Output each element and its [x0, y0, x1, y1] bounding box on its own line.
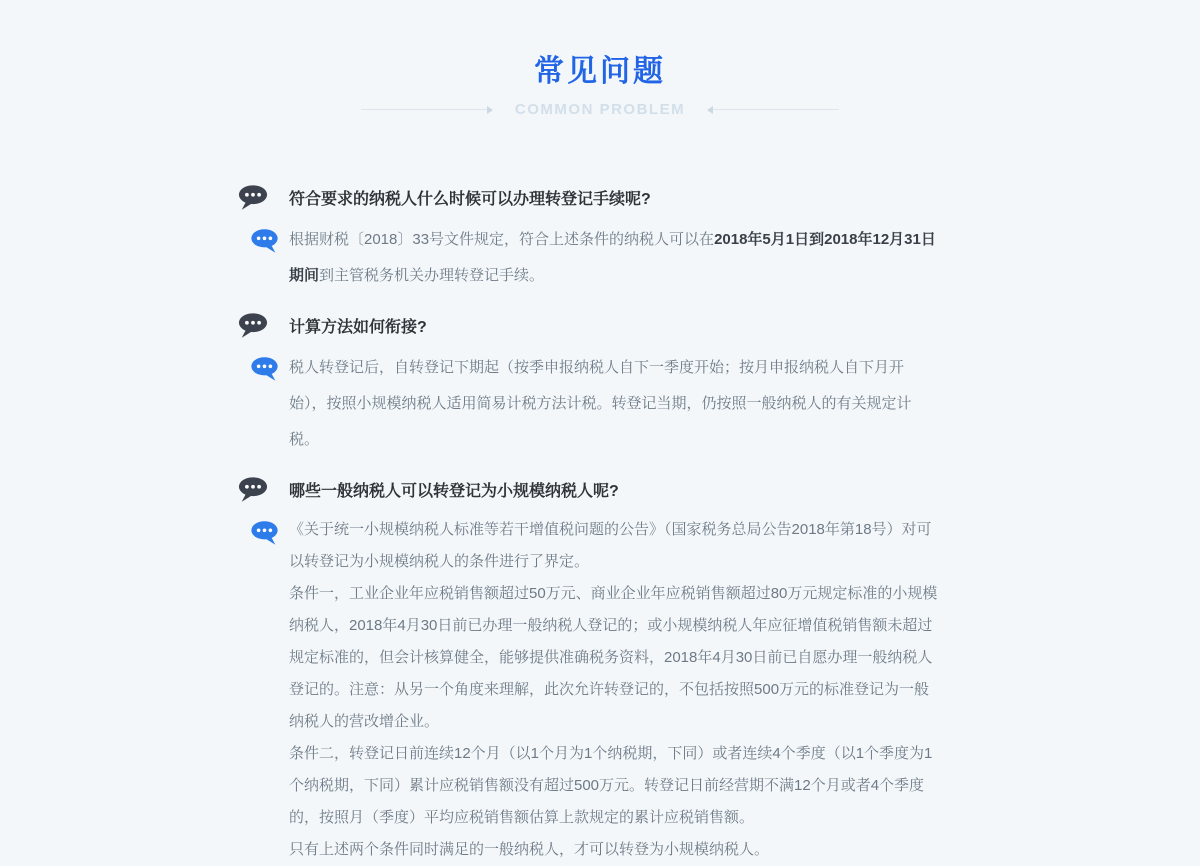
answer-text: [289, 350, 938, 458]
faq-list: [238, 184, 938, 866]
answer-chat-bubble-icon: [250, 520, 279, 546]
page-subtitle: COMMON PROBLEM: [514, 101, 686, 118]
subtitle-row: [0, 101, 1200, 118]
answer-paragraph: 条件二，转登记日前连续12个月（以1个月为1个纳税期，下同）或者连续4个季度（以1个季度为1个纳税期，下同）累计应税销售额没有超过500万元。转登记日前经营期不满12个月或者4个季度的，按照月（季度）平均应税销售额估算上款规定的累计应税销售额。: [289, 745, 933, 826]
question-row: [238, 312, 938, 339]
answer-highlight: 2018年5月1日到2018年12月31日期间: [289, 231, 936, 284]
faq-item: [238, 476, 938, 866]
answer-paragraph: 条件一，工业企业年应税销售额超过50万元、商业企业年应税销售额超过80万元规定标准的小规模纳税人，2018年4月30日前已办理一般纳税人登记的；或小规模纳税人年应征增值税销售额未超过规定标准的，但会计核算健全，能够提供准确税务资料，2018年4月30日前已自愿办理一般纳税人登记的。注意：从另一个角度来理解，此次允许转登记的，不包括按照500万元的标准登记为一般纳税人的营改增企业。: [289, 585, 938, 730]
answer-segment: 根据财税〔2018〕33号文件规定，符合上述条件的纳税人可以在: [289, 231, 715, 248]
question-chat-bubble-icon: [238, 476, 268, 503]
line-arrow-right-icon: [361, 109, 487, 110]
page-title: 常见问题: [534, 55, 666, 88]
answer-text: [289, 514, 938, 866]
section-header: [0, 0, 1200, 118]
answer-chat-bubble-icon: [250, 228, 279, 254]
answer-paragraph: [289, 222, 938, 294]
question-text: 哪些一般纳税人可以转登记为小规模纳税人呢?: [289, 483, 619, 500]
answer-row: [238, 222, 938, 294]
answer-segment: 到主管税务机关办理转登记手续。: [319, 267, 545, 284]
question-text: 符合要求的纳税人什么时候可以办理转登记手续呢?: [289, 191, 651, 208]
question-row: [238, 476, 938, 503]
faq-item: [238, 312, 938, 458]
question-text: 计算方法如何衔接?: [289, 319, 427, 336]
answer-paragraph: 《关于统一小规模纳税人标准等若干增值税问题的公告》（国家税务总局公告2018年第18号）对可以转登记为小规模纳税人的条件进行了界定。: [289, 521, 932, 570]
answer-paragraph: 只有上述两个条件同时满足的一般纳税人，才可以转登为小规模纳税人。: [289, 841, 770, 858]
line-arrow-left-icon: [713, 109, 839, 110]
answer-row: [238, 514, 938, 866]
question-chat-bubble-icon: [238, 184, 268, 211]
answer-text: [289, 222, 938, 294]
answer-chat-bubble-icon: [250, 356, 279, 382]
answer-paragraph: 税人转登记后，自转登记下期起（按季申报纳税人自下一季度开始；按月申报纳税人自下月开始），按照小规模纳税人适用简易计税方法计税。转登记当期，仍按照一般纳税人的有关规定计税。: [289, 359, 912, 448]
question-row: [238, 184, 938, 211]
faq-item: [238, 184, 938, 294]
question-chat-bubble-icon: [238, 312, 268, 339]
answer-row: [238, 350, 938, 458]
